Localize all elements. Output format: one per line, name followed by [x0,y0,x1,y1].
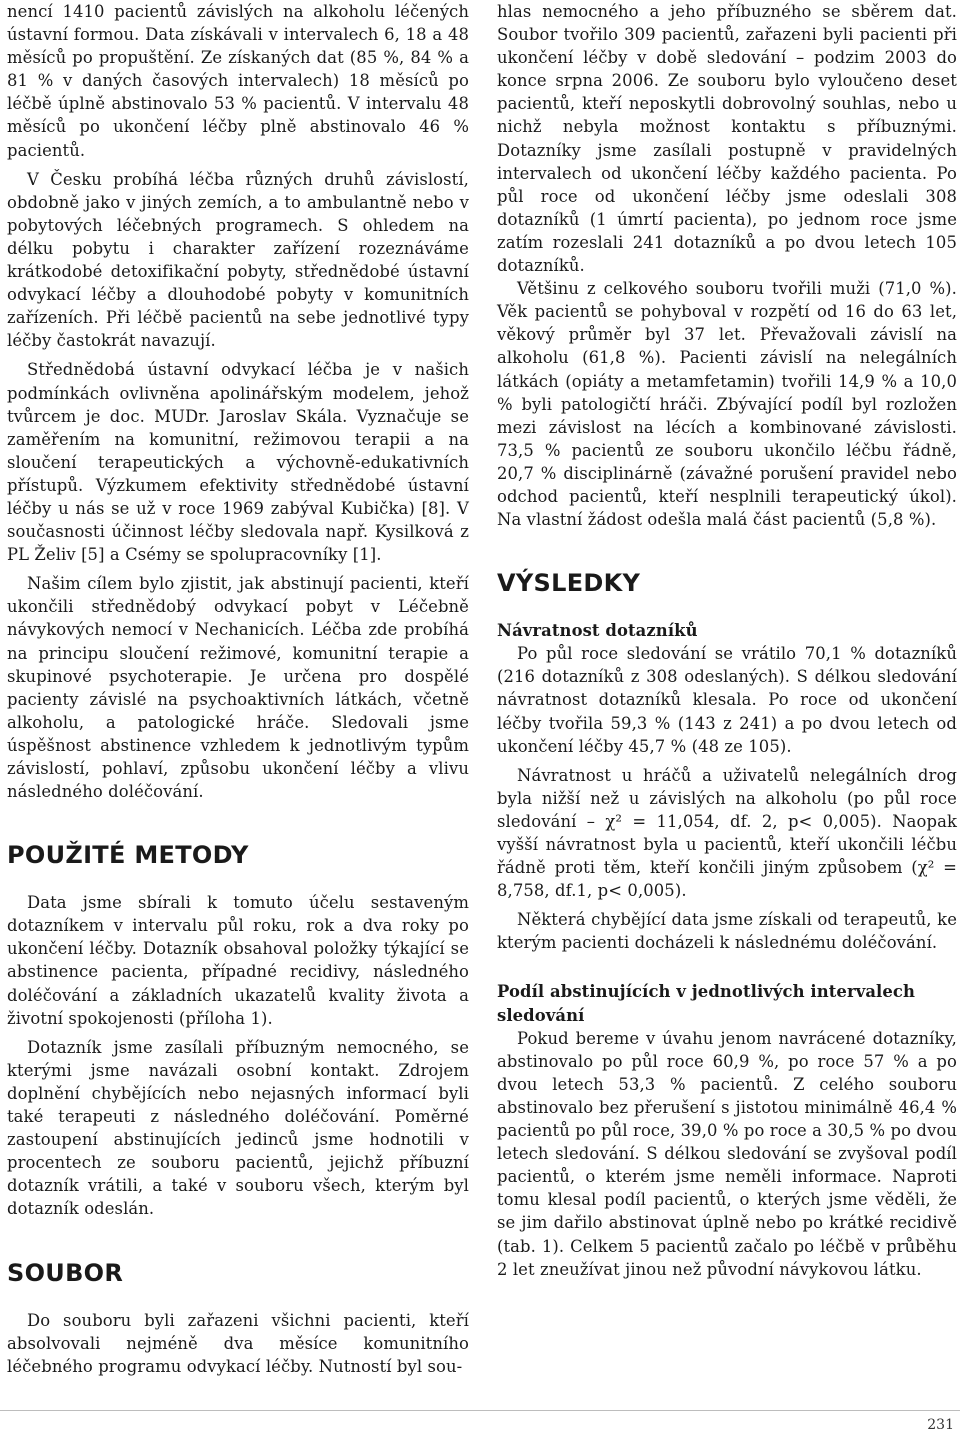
abstinence-heading: Podíl abstinujících v jednotlivých intervalech sledování [497,982,915,1025]
intro-paragraph-3: Střednědobá ústavní odvykací léčba je v našich podmínkách ovlivněna apolinářským modelem, jehož tvůrcem je doc. MUDr. Jaroslav Skála. Vyznačuje se zaměřením na komunitní, režimovou terapii a na sloučení terapeutických a výchovně-edukativních přístupů. Výzkumem efektivity střednědobé ústavní léčby u nás se už v roce 1969 zabýval Kubička) [8]. V současnosti účinnost léčby sledovala např. Kysilková z PL Želiv [5] a Csémy se spolupracovníky [1]. [7,360,469,565]
sample-paragraph-continued: hlas nemocného a jeho příbuzného se sběrem dat. Soubor tvořilo 309 pacientů, zařazeni byli pacienti při ukončení léčby v době sledování – podzim 2003 do konce srpna 2006. Ze souboru bylo vyloučeno deset pacientů, kteří neposkytli dobrovolný souhlas, nebo u nichž nebyla možnost kontaktu s příbuznými. Dotazníky jsme zasílali postupně v pravidelných intervalech od ukončení léčby každého pacienta. Po půl roce od ukončení léčby jsme odeslali 308 dotazníků (1 úmrtí pacienta), po jednom roce jsme zatím rozeslali 241 dotazníků a po dvou letech 105 dotazníků. [497,2,957,276]
return-rate-heading: Návratnost dotazníků [497,621,698,641]
sample-heading: SOUBOR [7,1258,124,1287]
intro-paragraph-1: nencí 1410 pacientů závislých na alkoholu léčených ústavní formou. Data získávali v intervalech 6, 18 a 48 měsíců po propuštění. Ze získaných dat (85 %, 84 % a 81 % v daných časových intervalech) 18 měsíců po léčbě úplně abstinovalo 53 % pacientů. V intervalu 48 měsíců po ukončení léčby plně abstinovalo 46 % pacientů. [7,2,469,160]
results-heading: VÝSLEDKY [497,569,641,598]
methods-heading: POUŽITÉ METODY [7,841,249,870]
methods-paragraph-1: Data jsme sbírali k tomuto účelu sestaveným dotazníkem v intervalu půl roku, rok a dva roky po ukončení léčby. Dotazník obsahoval položky týkající se abstinence pacienta, případné recidivy, následného doléčování a základních ukazatelů kvality života a životní spokojenosti (příloha 1). [7,893,469,1028]
return-rate-paragraph-2: Návratnost u hráčů a uživatelů nelegálních drog byla nižší než u závislých na alkoholu (po půl roce sledování – χ² = 11,054, df. 2, p< 0,005). Naopak vyšší návratnost byla u pacientů, kteří ukončili léčbu řádně proti těm, kteří končili jiným způsobem (χ² = 8,758, df.1, p< 0,005). [497,765,957,901]
page-number: 231 [927,1417,954,1433]
methods-paragraph-2: Dotazník jsme zasílali příbuzným nemocného, se kterými jsme navázali osobní kontakt. Zdrojem doplnění chybějících nebo nejasných informací byli také terapeuti z následného doléčování. Poměrné zastoupení abstinujících jedinců jsme hodnotili v procentech ze souboru pacientů, jejichž příbuzní dotazník vrátili, a také v souboru všech, kterým byl dotazník odeslán. [7,1037,469,1219]
return-rate-paragraph-1: Po půl roce sledování se vrátilo 70,1 % dotazníků (216 dotazníků z 308 odeslaných). S délkou sledování návratnost dotazníků klesala. Po roce od ukončení léčby tvořila 59,3 % (143 z 241) a po dvou letech od ukončení léčby 45,7 % (48 ze 105). [497,644,957,756]
left-column [7,0,469,1378]
sample-paragraph-start: Do souboru byli zařazeni všichni pacienti, kteří absolvovali nejméně dva měsíce komunitního léčebného programu odvykací léčby. Nutností byl sou- [7,1310,469,1376]
intro-paragraph-4: Našim cílem bylo zjistit, jak abstinují pacienti, kteří ukončili střednědobý odvykací pobyt v Léčebně návykových nemocí v Nechanicích. Léčba zde probíhá na principu sloučení režimové, komunitní terapie a skupinové psychoterapie. Je určena pro dospělé pacienty závislé na psychoaktivních látkách, včetně alkoholu, a patologické hráče. Sledovali jsme úspěšnost abstinence vzhledem k jednotlivým typům závislostí, pohlaví, způsobu ukončení léčby a vlivu následného doléčování. [7,574,469,802]
intro-paragraph-2: V Česku probíhá léčba různých druhů závislostí, obdobně jako v jiných zemích, a to ambulantně nebo v pobytových léčebných programech. S ohledem na délku pobytu i charakter zařízení rozeznáváme krátkodobé detoxifikační pobyty, střednědobé ústavní odvykací léčby a dlouhodobé pobyty v komunitních zařízeních. Při léčbě pacientů na sebe jednotlivé typy léčby častokrát navazují. [7,169,469,351]
return-rate-paragraph-3: Některá chybějící data jsme získali od terapeutů, ke kterým pacienti docházeli k následnému doléčování. [497,910,957,953]
abstinence-paragraph: Pokud bereme v úvahu jenom navrácené dotazníky, abstinovalo po půl roce 60,9 %, po roce 57 % a po dvou letech 53,3 % pacientů. Z celého souboru abstinovalo bez přerušení s jistotou minimálně 46,4 % pacientů po půl roce, 39,0 % po roce a 30,5 % po dvou letech sledování. S délkou sledování se zvyšoval podíl pacientů, o kterém jsme neměli informace. Naproti tomu klesal podíl pacientů, o kterých jsme věděli, že se jim dařilo abstinovat úplně nebo po krátké recidivě (tab. 1). Celkem 5 pacientů začalo po léčbě v průběhu 2 let zneužívat jinou než původní návykovou látku. [497,1028,957,1279]
sample-demographics-paragraph: Většinu z celkového souboru tvořili muži (71,0 %). Věk pacientů se pohyboval v rozpětí od 16 do 63 let, věkový průměr byl 37 let. Převažovali závislí na alkoholu (61,8 %). Pacienti závislí na nelegálních látkách (opiáty a metamfetamin) tvořili 14,9 % a 10,0 % byli patologičtí hráči. Zbývající podíl byl rozložen mezi závislost na lécích a kombinované závislosti. 73,5 % pacientů ze souboru ukončilo léčbu řádně, 20,7 % disciplinárně (závažné porušení pravidel nebo odchod pacientů, kteří nesplnili terapeutický úkol). Na vlastní žádost odešla malá část pacientů (5,8 %). [497,279,957,530]
footer-divider [0,1410,960,1411]
right-column [497,0,957,1281]
